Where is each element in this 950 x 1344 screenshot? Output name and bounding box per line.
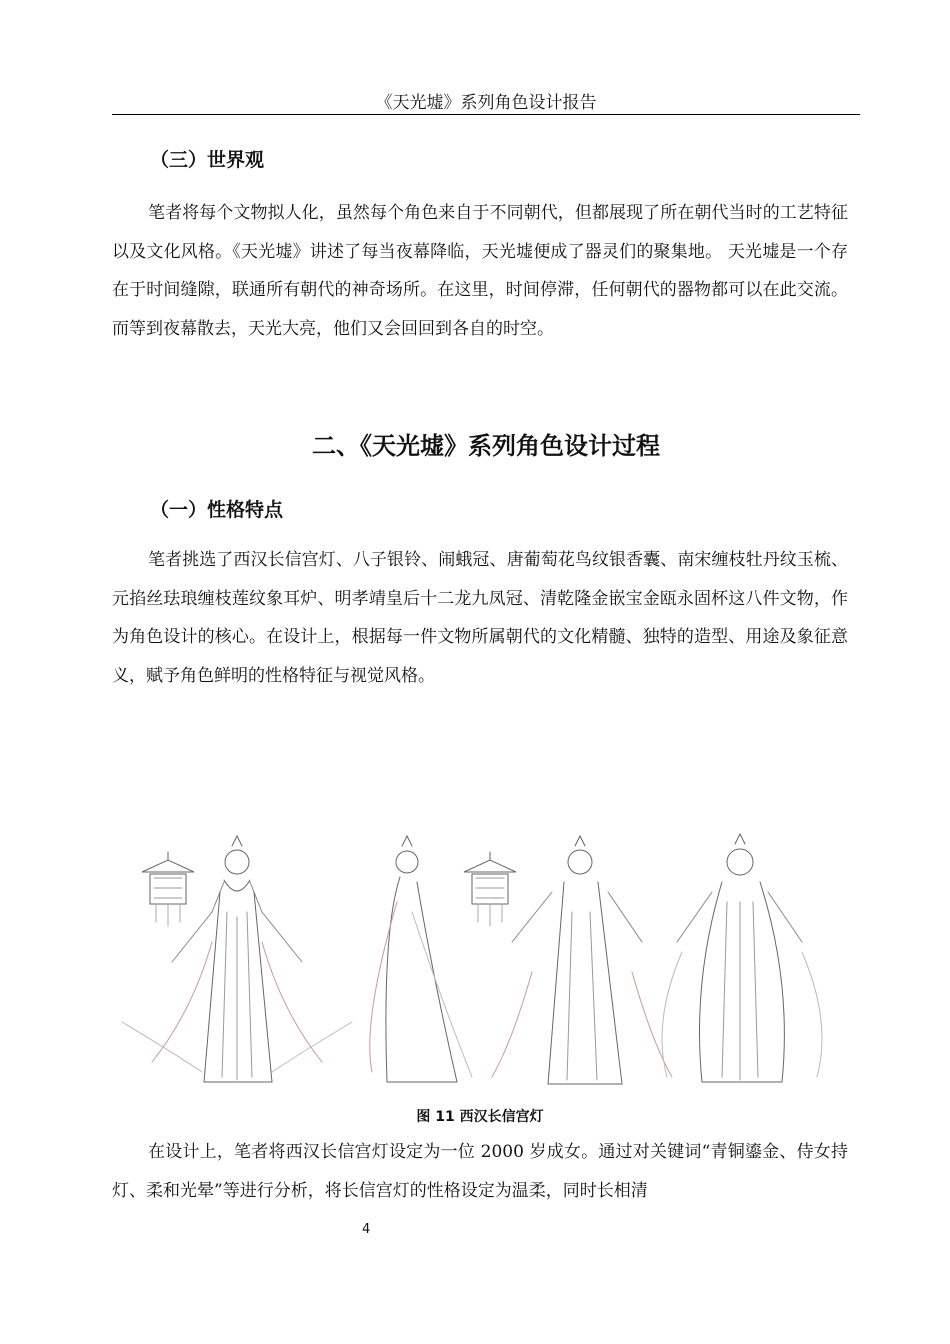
character-sketch-figure [112,822,848,1102]
page-number: 4 [362,1222,371,1237]
section-heading-traits: （一）性格特点 [150,499,284,521]
lantern-sketch-2 [464,852,516,926]
character-three-quarter-sketch [492,836,672,1084]
header-rule [112,114,860,115]
character-side-sketch [370,836,472,1082]
figure-caption: 图 11 西汉长信宫灯 [416,1109,544,1125]
character-back-sketch [662,834,822,1082]
paragraph-traits: 笔者挑选了西汉长信宫灯、八子银铃、闹蛾冠、唐葡萄花鸟纹银香囊、南宋缠枝牡丹纹玉梳、元掐丝珐琅缠枝莲纹象耳炉、明孝靖皇后十二龙九凤冠、清乾隆金嵌宝金瓯永固杯这八件文物，作为角色设计的核心。在设计上，根据每一件文物所属朝代的文化精髓、独特的造型、用途及象征意义，赋予角色鲜明的性格特征与视觉风格。 [112,550,848,686]
paragraph-worldview: 笔者将每个文物拟人化，虽然每个角色来自于不同朝代，但都展现了所在朝代当时的工艺特征以及文化风格。《天光墟》讲述了每当夜幕降临，天光墟便成了器灵们的聚集地。 天光墟是一个存在于时间缝隙，联通所有朝代的神奇场所。在这里，时间停滞，任何朝代的器物都可以在此交流。而等到夜幕散去，天光大亮，他们又会回回到各自的时空。 [112,203,848,339]
character-front-sketch [122,836,352,1082]
lantern-sketch-1 [142,852,194,926]
section-heading-worldview: （三）世界观 [150,149,265,171]
character-sketch-illustration [112,822,848,1102]
paragraph-closing: 在设计上，笔者将西汉长信宫灯设定为一位 2000 岁成女。通过对关键词“青铜鎏金、侍女持灯、柔和光晕”等进行分析，将长信宫灯的性格设定为温柔，同时长相清 [112,1142,848,1201]
page-header-title: 《天光墟》系列角色设计报告 [375,93,597,113]
chapter-heading: 二、《天光墟》系列角色设计过程 [312,432,660,460]
